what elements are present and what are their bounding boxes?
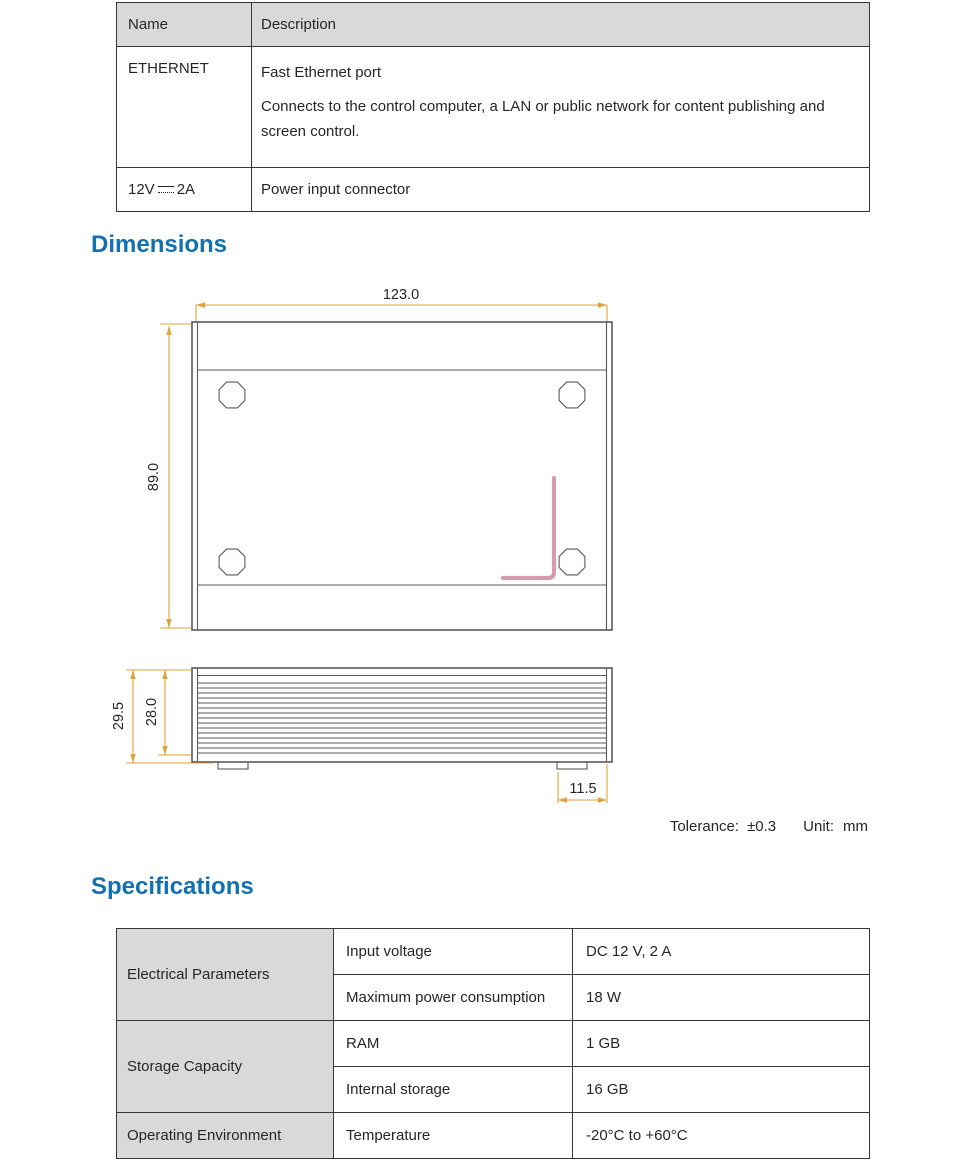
body-height-label: 28.0	[144, 697, 160, 727]
height-label: 89.0	[146, 462, 162, 492]
spec-row	[117, 929, 870, 975]
spec-param-internal-storage: Internal storage	[334, 1067, 573, 1113]
spec-value-input-voltage: DC 12 V, 2 A	[573, 929, 870, 975]
spec-value-temperature: -20°C to +60°C	[573, 1113, 870, 1159]
ethernet-row	[117, 47, 870, 168]
hole-bottom-right	[559, 549, 585, 575]
unit-value: mm	[843, 818, 868, 835]
dimension-body-height	[144, 670, 191, 755]
spec-row	[117, 1021, 870, 1067]
dimension-overall-height	[111, 670, 214, 763]
ethernet-desc-body: Connects to the control computer, a LAN or public network for content publishing and screen control.	[261, 98, 825, 140]
spec-category-electrical: Electrical Parameters	[117, 929, 334, 1021]
hole-top-right	[559, 382, 585, 408]
dimension-drawing	[0, 260, 960, 820]
specifications-heading: Specifications	[91, 873, 254, 900]
spec-param-ram: RAM	[334, 1021, 573, 1067]
dc-symbol-icon	[156, 181, 176, 196]
pink-l-highlight	[503, 478, 554, 578]
side-view	[192, 668, 612, 769]
ports-header-row	[117, 3, 870, 47]
overall-height-label: 29.5	[111, 701, 127, 731]
ports-header-name: Name	[117, 3, 252, 47]
dimension-width	[196, 287, 607, 321]
dimension-foot-width	[558, 764, 607, 803]
foot-width-label: 11.5	[569, 781, 597, 797]
spec-param-input-voltage: Input voltage	[334, 929, 573, 975]
power-name-cell	[117, 168, 252, 212]
left-foot	[218, 762, 248, 769]
power-name-suffix: 2A	[176, 181, 196, 198]
spec-param-temperature: Temperature	[334, 1113, 573, 1159]
power-description-cell: Power input connector	[252, 168, 870, 212]
spec-value-internal-storage: 16 GB	[573, 1067, 870, 1113]
tolerance-value: ±0.3	[747, 818, 777, 835]
hole-bottom-left	[219, 549, 245, 575]
width-label: 123.0	[382, 287, 420, 303]
power-row	[117, 168, 870, 212]
top-view	[192, 322, 612, 630]
right-foot	[557, 762, 587, 769]
ports-header-description: Description	[252, 3, 870, 47]
tolerance-label: Tolerance:	[669, 818, 740, 835]
spec-value-max-power: 18 W	[573, 975, 870, 1021]
ethernet-description-cell	[252, 47, 870, 168]
ethernet-name-cell: ETHERNET	[117, 47, 252, 168]
tolerance-note	[0, 818, 868, 835]
spec-row	[117, 1113, 870, 1159]
spec-value-ram: 1 GB	[573, 1021, 870, 1067]
spec-category-storage: Storage Capacity	[117, 1021, 334, 1113]
specifications-table	[116, 928, 870, 1159]
hole-top-left	[219, 382, 245, 408]
ports-table	[116, 2, 870, 212]
dimension-height	[146, 324, 191, 628]
dimensions-heading: Dimensions	[91, 231, 228, 258]
spec-category-operating-env: Operating Environment	[117, 1113, 334, 1159]
unit-label: Unit:	[803, 818, 834, 835]
ethernet-desc-title: Fast Ethernet port	[261, 64, 382, 81]
power-name-prefix: 12V	[128, 181, 155, 198]
spec-param-max-power: Maximum power consumption	[334, 975, 573, 1021]
